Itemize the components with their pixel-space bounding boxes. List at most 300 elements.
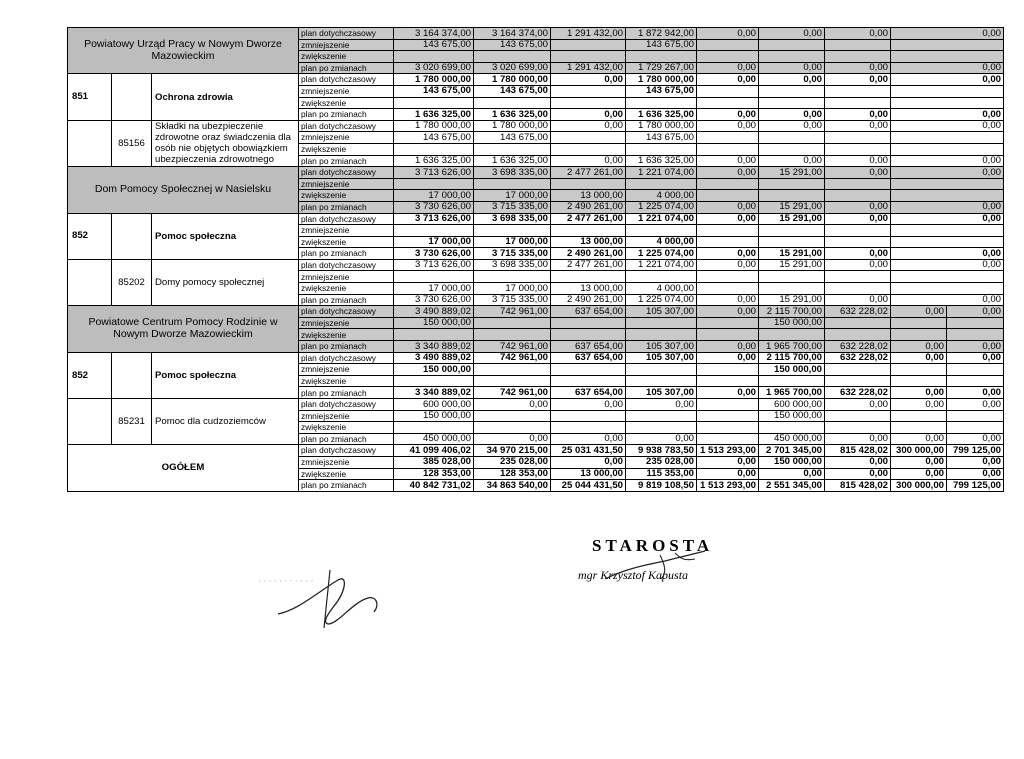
value-cell: 235 028,00: [474, 456, 551, 468]
value-cell: [825, 97, 891, 109]
value-cell: 0,00: [825, 259, 891, 271]
value-cell: [626, 271, 697, 283]
value-cell: 799 125,00: [947, 445, 1004, 457]
value-cell: 17 000,00: [474, 236, 551, 248]
unit-name: Powiatowe Centrum Pomocy Rodzinie w Nowym Dworze Mazowieckim: [68, 306, 299, 352]
dzial-name: Ochrona zdrowia: [152, 74, 299, 120]
value-cell: [551, 271, 626, 283]
empty-cell: [68, 120, 112, 166]
value-cell: [825, 51, 891, 63]
value-cell: 0,00: [626, 399, 697, 411]
value-cell: [626, 364, 697, 376]
value-cell: [394, 329, 474, 341]
row-label: plan po zmianach: [299, 387, 394, 399]
value-cell: 1 780 000,00: [394, 120, 474, 132]
row-label: zwiększenie: [299, 97, 394, 109]
value-cell: [626, 422, 697, 434]
value-cell: [394, 375, 474, 387]
value-cell: [947, 317, 1004, 329]
value-cell: [825, 85, 891, 97]
value-cell: [947, 410, 1004, 422]
value-cell: 0,00: [891, 248, 1004, 260]
table-row: [68, 120, 1004, 132]
value-cell: [626, 317, 697, 329]
value-cell: 1 780 000,00: [626, 74, 697, 86]
value-cell: 742 961,00: [474, 387, 551, 399]
value-cell: 143 675,00: [626, 85, 697, 97]
value-cell: 0,00: [947, 387, 1004, 399]
value-cell: [551, 329, 626, 341]
value-cell: 815 428,02: [825, 480, 891, 492]
value-cell: 3 713 626,00: [394, 213, 474, 225]
value-cell: 0,00: [551, 155, 626, 167]
value-cell: 1 221 074,00: [626, 167, 697, 179]
value-cell: 40 842 731,02: [394, 480, 474, 492]
empty-cell: [112, 213, 152, 259]
value-cell: [626, 143, 697, 155]
value-cell: 0,00: [697, 109, 759, 121]
value-cell: 0,00: [697, 62, 759, 74]
value-cell: 1 513 293,00: [697, 480, 759, 492]
value-cell: 632 228,02: [825, 306, 891, 318]
value-cell: 1 965 700,00: [759, 387, 825, 399]
value-cell: [697, 178, 759, 190]
value-cell: 0,00: [697, 74, 759, 86]
value-cell: 3 698 335,00: [474, 213, 551, 225]
value-cell: 637 654,00: [551, 306, 626, 318]
value-cell: 0,00: [947, 306, 1004, 318]
value-cell: [697, 143, 759, 155]
value-cell: 0,00: [825, 213, 891, 225]
value-cell: 2 490 261,00: [551, 248, 626, 260]
value-cell: 1 291 432,00: [551, 62, 626, 74]
value-cell: 0,00: [825, 468, 891, 480]
value-cell: 41 099 406,02: [394, 445, 474, 457]
value-cell: 13 000,00: [551, 236, 626, 248]
value-cell: [759, 225, 825, 237]
value-cell: 2 477 261,00: [551, 213, 626, 225]
value-cell: [474, 51, 551, 63]
value-cell: [697, 85, 759, 97]
value-cell: [626, 410, 697, 422]
value-cell: [891, 190, 1004, 202]
value-cell: 4 000,00: [626, 236, 697, 248]
value-cell: [825, 317, 891, 329]
value-cell: [825, 283, 891, 295]
value-cell: 0,00: [551, 433, 626, 445]
value-cell: 1 872 942,00: [626, 28, 697, 40]
value-cell: 1 729 267,00: [626, 62, 697, 74]
row-label: zwiększenie: [299, 329, 394, 341]
value-cell: [551, 422, 626, 434]
value-cell: 0,00: [825, 62, 891, 74]
value-cell: [891, 317, 947, 329]
value-cell: 150 000,00: [759, 410, 825, 422]
value-cell: [825, 422, 891, 434]
row-label: plan dotychczasowy: [299, 167, 394, 179]
value-cell: 143 675,00: [394, 39, 474, 51]
value-cell: [551, 410, 626, 422]
value-cell: 0,00: [825, 155, 891, 167]
value-cell: [551, 364, 626, 376]
value-cell: 0,00: [474, 399, 551, 411]
value-cell: 4 000,00: [626, 283, 697, 295]
value-cell: 105 307,00: [626, 306, 697, 318]
value-cell: 1 780 000,00: [626, 120, 697, 132]
value-cell: 2 490 261,00: [551, 201, 626, 213]
value-cell: 0,00: [947, 468, 1004, 480]
value-cell: 15 291,00: [759, 259, 825, 271]
value-cell: 0,00: [891, 468, 947, 480]
value-cell: 1 780 000,00: [394, 74, 474, 86]
value-cell: [759, 97, 825, 109]
row-label: plan dotychczasowy: [299, 74, 394, 86]
value-cell: [697, 97, 759, 109]
value-cell: 0,00: [697, 468, 759, 480]
unit-name: Powiatowy Urząd Pracy w Nowym Dworze Mazowieckim: [68, 28, 299, 74]
value-cell: [891, 51, 1004, 63]
row-label: plan dotychczasowy: [299, 213, 394, 225]
value-cell: [825, 410, 891, 422]
value-cell: [825, 132, 891, 144]
value-cell: 2 551 345,00: [759, 480, 825, 492]
value-cell: 0,00: [697, 155, 759, 167]
row-label: zwiększenie: [299, 51, 394, 63]
value-cell: 0,00: [697, 259, 759, 271]
value-cell: [551, 317, 626, 329]
value-cell: [697, 422, 759, 434]
value-cell: 3 715 335,00: [474, 248, 551, 260]
value-cell: 15 291,00: [759, 167, 825, 179]
row-label: plan dotychczasowy: [299, 259, 394, 271]
value-cell: [697, 410, 759, 422]
value-cell: 143 675,00: [474, 132, 551, 144]
row-label: zwiększenie: [299, 236, 394, 248]
value-cell: [825, 329, 891, 341]
value-cell: [697, 329, 759, 341]
value-cell: 9 938 783,50: [626, 445, 697, 457]
value-cell: 0,00: [825, 74, 891, 86]
value-cell: 13 000,00: [551, 190, 626, 202]
value-cell: 0,00: [697, 201, 759, 213]
row-label: zwiększenie: [299, 190, 394, 202]
value-cell: 0,00: [759, 28, 825, 40]
value-cell: 0,00: [891, 167, 1004, 179]
value-cell: [551, 375, 626, 387]
value-cell: [759, 271, 825, 283]
value-cell: 0,00: [891, 213, 1004, 225]
value-cell: 150 000,00: [394, 410, 474, 422]
row-label: plan po zmianach: [299, 109, 394, 121]
rozdzial-name: Pomoc dla cudzoziemców: [152, 399, 299, 445]
value-cell: 0,00: [891, 341, 947, 353]
value-cell: 0,00: [626, 433, 697, 445]
value-cell: 150 000,00: [394, 317, 474, 329]
value-cell: 0,00: [825, 120, 891, 132]
value-cell: 0,00: [759, 74, 825, 86]
value-cell: 632 228,02: [825, 387, 891, 399]
value-cell: [697, 317, 759, 329]
row-label: zwiększenie: [299, 375, 394, 387]
value-cell: 385 028,00: [394, 456, 474, 468]
value-cell: [891, 283, 1004, 295]
total-label: OGÓŁEM: [68, 445, 299, 491]
value-cell: 0,00: [891, 259, 1004, 271]
value-cell: 1 225 074,00: [626, 201, 697, 213]
value-cell: 1 636 325,00: [626, 109, 697, 121]
value-cell: 0,00: [891, 399, 947, 411]
value-cell: 143 675,00: [626, 132, 697, 144]
table-row: [68, 74, 1004, 86]
value-cell: 3 715 335,00: [474, 201, 551, 213]
table-row: [68, 445, 1004, 457]
value-cell: 0,00: [825, 294, 891, 306]
value-cell: [825, 364, 891, 376]
value-cell: 3 164 374,00: [474, 28, 551, 40]
value-cell: [626, 51, 697, 63]
row-label: plan po zmianach: [299, 201, 394, 213]
value-cell: 600 000,00: [759, 399, 825, 411]
value-cell: 0,00: [825, 248, 891, 260]
empty-cell: [68, 399, 112, 445]
svg-text:· · · · · · · · · · ·: · · · · · · · · · · ·: [258, 576, 314, 586]
row-label: zmniejszenie: [299, 132, 394, 144]
value-cell: 0,00: [551, 120, 626, 132]
value-cell: 0,00: [697, 341, 759, 353]
value-cell: 0,00: [891, 109, 1004, 121]
value-cell: [697, 375, 759, 387]
value-cell: [697, 225, 759, 237]
value-cell: [551, 97, 626, 109]
value-cell: [474, 317, 551, 329]
value-cell: 0,00: [551, 109, 626, 121]
row-label: plan po zmianach: [299, 433, 394, 445]
value-cell: [891, 178, 1004, 190]
value-cell: 0,00: [697, 456, 759, 468]
value-cell: [891, 271, 1004, 283]
value-cell: [697, 399, 759, 411]
row-label: plan po zmianach: [299, 294, 394, 306]
value-cell: [891, 143, 1004, 155]
value-cell: 0,00: [947, 433, 1004, 445]
value-cell: 2 477 261,00: [551, 167, 626, 179]
value-cell: 3 715 335,00: [474, 294, 551, 306]
value-cell: [474, 329, 551, 341]
value-cell: 1 291 432,00: [551, 28, 626, 40]
value-cell: 0,00: [697, 213, 759, 225]
value-cell: [891, 225, 1004, 237]
row-label: plan po zmianach: [299, 480, 394, 492]
value-cell: 3 490 889,02: [394, 306, 474, 318]
value-cell: [394, 51, 474, 63]
value-cell: [759, 375, 825, 387]
value-cell: 0,00: [825, 167, 891, 179]
value-cell: 1 780 000,00: [474, 120, 551, 132]
value-cell: 15 291,00: [759, 213, 825, 225]
value-cell: 0,00: [891, 294, 1004, 306]
value-cell: 4 000,00: [626, 190, 697, 202]
value-cell: [891, 329, 947, 341]
value-cell: 0,00: [891, 120, 1004, 132]
value-cell: 1 636 325,00: [394, 155, 474, 167]
dzial-name: Pomoc społeczna: [152, 213, 299, 259]
empty-cell: [68, 259, 112, 305]
value-cell: [474, 410, 551, 422]
value-cell: [474, 271, 551, 283]
value-cell: 25 031 431,50: [551, 445, 626, 457]
row-label: plan po zmianach: [299, 248, 394, 260]
table-row: [68, 306, 1004, 318]
value-cell: 3 164 374,00: [394, 28, 474, 40]
value-cell: [891, 364, 947, 376]
value-cell: 0,00: [759, 468, 825, 480]
value-cell: 1 636 325,00: [474, 155, 551, 167]
value-cell: 300 000,00: [891, 445, 947, 457]
value-cell: [891, 97, 1004, 109]
value-cell: 742 961,00: [474, 341, 551, 353]
rozdzial-name: Domy pomocy społecznej: [152, 259, 299, 305]
value-cell: 1 636 325,00: [626, 155, 697, 167]
value-cell: 3 713 626,00: [394, 167, 474, 179]
value-cell: 1 965 700,00: [759, 341, 825, 353]
value-cell: 3 698 335,00: [474, 167, 551, 179]
value-cell: [474, 375, 551, 387]
value-cell: [825, 143, 891, 155]
value-cell: 742 961,00: [474, 306, 551, 318]
value-cell: 0,00: [551, 74, 626, 86]
value-cell: 0,00: [474, 433, 551, 445]
row-label: zwiększenie: [299, 468, 394, 480]
value-cell: [891, 85, 1004, 97]
value-cell: [697, 39, 759, 51]
starosta-stamp: STAROSTA: [592, 536, 714, 555]
value-cell: [626, 178, 697, 190]
value-cell: 0,00: [551, 399, 626, 411]
value-cell: 0,00: [891, 433, 947, 445]
value-cell: [697, 283, 759, 295]
row-label: zmniejszenie: [299, 317, 394, 329]
value-cell: 115 353,00: [626, 468, 697, 480]
dzial-name: Pomoc społeczna: [152, 352, 299, 398]
value-cell: 0,00: [891, 201, 1004, 213]
value-cell: 143 675,00: [394, 85, 474, 97]
value-cell: 0,00: [891, 28, 1004, 40]
value-cell: 0,00: [759, 120, 825, 132]
value-cell: [825, 190, 891, 202]
value-cell: 0,00: [697, 120, 759, 132]
value-cell: [891, 375, 947, 387]
value-cell: 0,00: [697, 306, 759, 318]
value-cell: 1 225 074,00: [626, 248, 697, 260]
value-cell: 13 000,00: [551, 283, 626, 295]
row-label: plan dotychczasowy: [299, 306, 394, 318]
row-label: zmniejszenie: [299, 39, 394, 51]
value-cell: 0,00: [759, 109, 825, 121]
value-cell: [825, 375, 891, 387]
row-label: zmniejszenie: [299, 364, 394, 376]
value-cell: [697, 433, 759, 445]
row-label: plan po zmianach: [299, 62, 394, 74]
value-cell: 450 000,00: [394, 433, 474, 445]
value-cell: [626, 329, 697, 341]
value-cell: [474, 364, 551, 376]
value-cell: 0,00: [759, 62, 825, 74]
unit-name: Dom Pomocy Społecznej w Nasielsku: [68, 167, 299, 213]
rozdzial-name: Składki na ubezpieczenie zdrowotne oraz świadczenia dla osób nie objętych obowiązkiem ubezpieczenia zdrowotnego: [152, 120, 299, 166]
table-row: [68, 352, 1004, 364]
table-row: [68, 167, 1004, 179]
value-cell: [626, 375, 697, 387]
value-cell: [551, 85, 626, 97]
value-cell: 143 675,00: [474, 39, 551, 51]
value-cell: 143 675,00: [394, 132, 474, 144]
value-cell: 3 730 626,00: [394, 201, 474, 213]
value-cell: 300 000,00: [891, 480, 947, 492]
dzial-code: 851: [68, 74, 112, 120]
value-cell: 9 819 108,50: [626, 480, 697, 492]
value-cell: [759, 329, 825, 341]
value-cell: 815 428,02: [825, 445, 891, 457]
row-label: plan po zmianach: [299, 155, 394, 167]
value-cell: [759, 143, 825, 155]
value-cell: 3 490 889,02: [394, 352, 474, 364]
value-cell: 2 477 261,00: [551, 259, 626, 271]
table-row: [68, 399, 1004, 411]
value-cell: [474, 97, 551, 109]
row-label: zmniejszenie: [299, 178, 394, 190]
value-cell: 600 000,00: [394, 399, 474, 411]
value-cell: [551, 178, 626, 190]
dzial-code: 852: [68, 213, 112, 259]
value-cell: 3 340 889,02: [394, 387, 474, 399]
value-cell: [697, 364, 759, 376]
value-cell: [759, 85, 825, 97]
value-cell: 0,00: [697, 387, 759, 399]
value-cell: 3 698 335,00: [474, 259, 551, 271]
value-cell: 0,00: [947, 456, 1004, 468]
value-cell: [759, 132, 825, 144]
row-label: zmniejszenie: [299, 271, 394, 283]
value-cell: [394, 422, 474, 434]
value-cell: 150 000,00: [759, 317, 825, 329]
value-cell: [394, 143, 474, 155]
value-cell: 1 513 293,00: [697, 445, 759, 457]
value-cell: 150 000,00: [759, 364, 825, 376]
value-cell: 34 970 215,00: [474, 445, 551, 457]
value-cell: [825, 236, 891, 248]
value-cell: 0,00: [759, 155, 825, 167]
value-cell: 0,00: [697, 352, 759, 364]
value-cell: 3 730 626,00: [394, 294, 474, 306]
rozdzial-code: 85156: [112, 120, 152, 166]
value-cell: 0,00: [947, 341, 1004, 353]
value-cell: [947, 364, 1004, 376]
value-cell: 632 228,02: [825, 341, 891, 353]
value-cell: 1 636 325,00: [474, 109, 551, 121]
value-cell: 15 291,00: [759, 201, 825, 213]
value-cell: [947, 329, 1004, 341]
value-cell: 0,00: [891, 456, 947, 468]
row-label: plan po zmianach: [299, 341, 394, 353]
value-cell: 2 115 700,00: [759, 306, 825, 318]
value-cell: 2 115 700,00: [759, 352, 825, 364]
row-label: zwiększenie: [299, 283, 394, 295]
value-cell: [891, 39, 1004, 51]
value-cell: 17 000,00: [394, 190, 474, 202]
row-label: zmniejszenie: [299, 456, 394, 468]
value-cell: [759, 283, 825, 295]
value-cell: [474, 143, 551, 155]
